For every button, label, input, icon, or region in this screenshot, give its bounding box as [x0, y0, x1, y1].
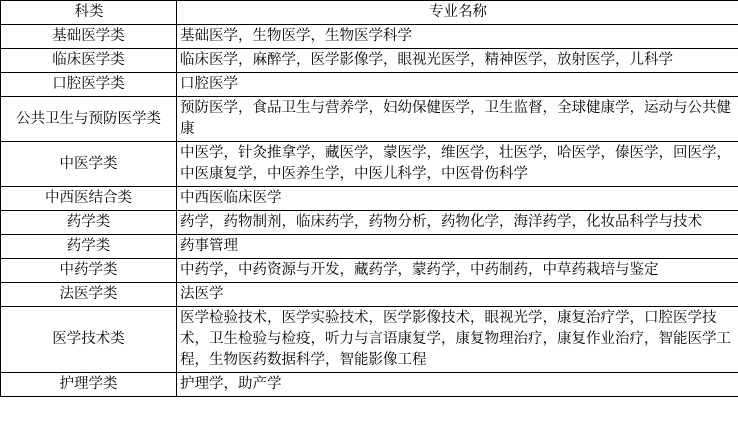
table-row — [1, 142, 738, 187]
category-cell: 护理学类 — [1, 373, 177, 397]
category-cell: 药学类 — [1, 235, 177, 259]
header-category: 科类 — [1, 1, 177, 25]
table-row — [1, 25, 738, 49]
majors-cell: 临床医学，麻醉学，医学影像学，眼视光医学，精神医学，放射医学，儿科学 — [177, 49, 738, 73]
majors-cell: 医学检验技术，医学实验技术，医学影像技术，眼视光学，康复治疗学，口腔医学技术，卫生检验与检疫，听力与言语康复学，康复物理治疗，康复作业治疗，智能医学工程，生物医药数据科学，智能影像工程 — [177, 307, 738, 373]
majors-cell: 基础医学，生物医学，生物医学科学 — [177, 25, 738, 49]
table-header — [1, 1, 738, 25]
majors-cell: 中医学，针灸推拿学，藏医学，蒙医学，维医学，壮医学，哈医学，傣医学，回医学，中医康复学，中医养生学，中医儿科学，中医骨伤科学 — [177, 142, 738, 187]
table-row — [1, 97, 738, 142]
table-body — [1, 25, 738, 397]
table-row — [1, 259, 738, 283]
table-row — [1, 187, 738, 211]
category-cell: 医学技术类 — [1, 307, 177, 373]
category-cell: 基础医学类 — [1, 25, 177, 49]
majors-cell: 中西医临床医学 — [177, 187, 738, 211]
category-cell: 中药学类 — [1, 259, 177, 283]
majors-cell: 药事管理 — [177, 235, 738, 259]
category-cell: 临床医学类 — [1, 49, 177, 73]
table-row — [1, 283, 738, 307]
table-row — [1, 307, 738, 373]
category-cell: 中医学类 — [1, 142, 177, 187]
header-row — [1, 1, 738, 25]
table-row — [1, 49, 738, 73]
category-cell: 药学类 — [1, 211, 177, 235]
table-row — [1, 73, 738, 97]
majors-cell: 药学，药物制剂，临床药学，药物分析，药物化学，海洋药学，化妆品科学与技术 — [177, 211, 738, 235]
header-majors: 专业名称 — [177, 1, 738, 25]
category-cell: 口腔医学类 — [1, 73, 177, 97]
majors-cell: 中药学，中药资源与开发，藏药学，蒙药学，中药制药，中草药栽培与鉴定 — [177, 259, 738, 283]
majors-cell: 法医学 — [177, 283, 738, 307]
majors-cell: 预防医学，食品卫生与营养学，妇幼保健医学，卫生监督，全球健康学，运动与公共健康 — [177, 97, 738, 142]
majors-cell: 护理学，助产学 — [177, 373, 738, 397]
category-cell: 公共卫生与预防医学类 — [1, 97, 177, 142]
table-row — [1, 211, 738, 235]
table-row — [1, 373, 738, 397]
table-row — [1, 235, 738, 259]
majors-cell: 口腔医学 — [177, 73, 738, 97]
category-cell: 中西医结合类 — [1, 187, 177, 211]
category-cell: 法医学类 — [1, 283, 177, 307]
